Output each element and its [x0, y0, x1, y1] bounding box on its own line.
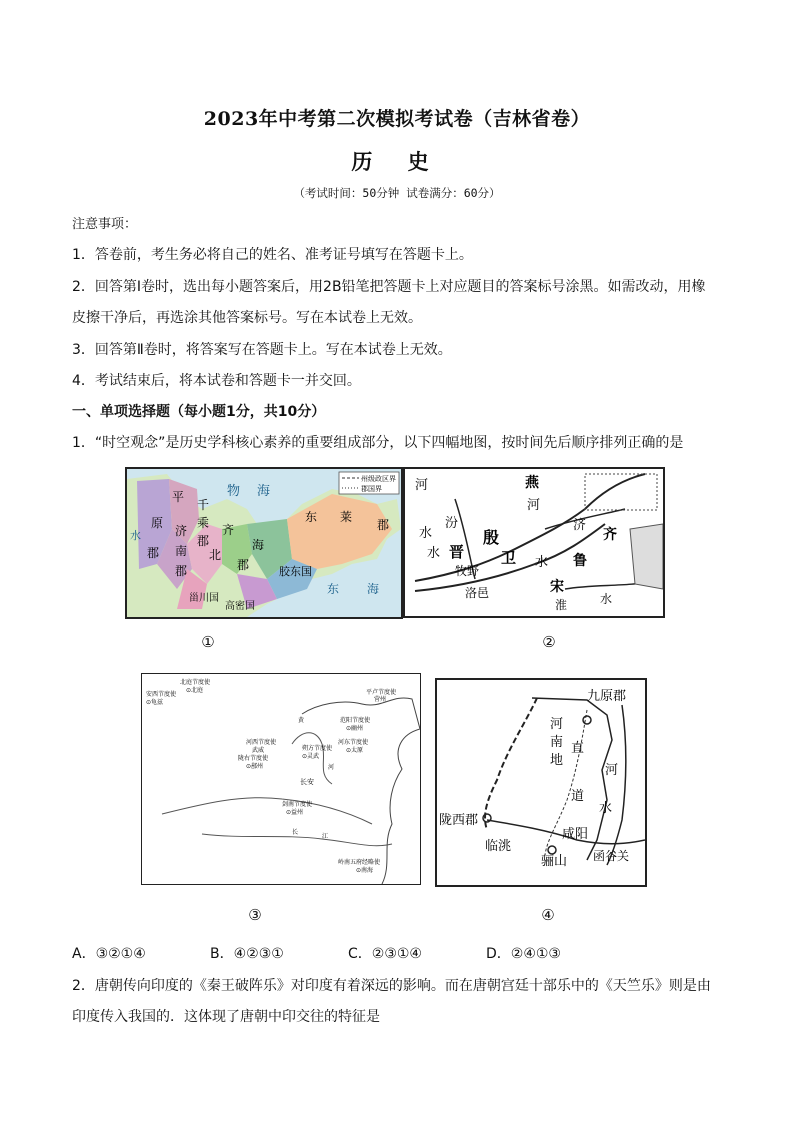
map-label: 海	[367, 582, 380, 596]
map-label: 陇西郡	[439, 813, 479, 828]
map-label: 千	[197, 498, 210, 512]
map-label: 黄	[298, 717, 305, 724]
section-heading: 一、单项选择题（每小题1分，共10分）	[72, 404, 326, 420]
map-label: 郡	[197, 534, 210, 548]
map-label: 燕	[525, 475, 539, 491]
map-label: 胶东国	[279, 565, 312, 578]
map-label: 洛邑	[465, 586, 490, 600]
map-label: 牧野	[455, 564, 480, 578]
note-item: 4．考试结束后，将本试卷和答题卡一并交回。	[72, 373, 361, 389]
map-label: 南	[550, 735, 564, 750]
map-label: 北庭节度使	[180, 679, 211, 686]
map-label: 长安	[300, 778, 314, 786]
map-label: 齐	[222, 523, 235, 537]
map-label: 道	[571, 789, 585, 804]
map-label: 地	[550, 753, 564, 768]
map-label: 齐	[603, 527, 617, 543]
map-label: 郡	[147, 546, 160, 560]
note-item: 3．回答第Ⅱ卷时，将答案写在答题卡上。写在本试卷上无效。	[72, 342, 452, 358]
notes-heading: 注意事项：	[72, 217, 138, 232]
map-label: 长	[292, 829, 299, 836]
map-label: 宋	[550, 579, 564, 595]
map-4-drawing	[437, 680, 645, 885]
map-label: ⊙鄯州	[246, 763, 264, 770]
map-2-label: ②	[542, 633, 556, 651]
map-label: 函谷关	[593, 849, 630, 863]
note-item: 1．答卷前，考生务必将自己的姓名、准考证号填写在答题卡上。	[72, 247, 473, 263]
note-item: 2．回答第Ⅰ卷时，选出每小题答案后，用2B铅笔把答题卡上对应题目的答案标号涂黑。如需改动，用橡	[72, 279, 706, 295]
option-b[interactable]: B．④②③①	[210, 946, 284, 962]
map-label: 临洮	[485, 839, 512, 854]
map-label: 晋	[449, 543, 465, 561]
legend-label: 郡国界	[361, 485, 382, 493]
map-label: 河西节度使	[246, 739, 277, 746]
map-label: 郡	[175, 564, 188, 578]
map-label: 河	[415, 478, 429, 493]
map-label: ⊙益州	[286, 809, 304, 816]
map-label: 水	[427, 546, 441, 561]
note-item: 皮擦干净后，再选涂其他答案标号。写在本试卷上无效。	[72, 310, 422, 326]
map-label: 水	[419, 526, 433, 541]
map-label: 南	[175, 544, 188, 558]
option-a[interactable]: A．③②①④	[72, 946, 146, 962]
map-label: 淮	[555, 598, 568, 612]
map-label: 咸阳	[562, 827, 589, 842]
map-1-label: ①	[201, 633, 215, 651]
map-3-drawing	[142, 674, 420, 884]
map-label: 鲁	[573, 553, 587, 569]
map-label: 郡	[237, 558, 250, 572]
page-title: 2023年中考第二次模拟考试卷（吉林省卷）	[203, 108, 591, 130]
map-label: 骊山	[541, 854, 568, 869]
map-label: 甾川国	[189, 593, 219, 604]
map-label: 九原郡	[587, 689, 627, 704]
map-label: 朔方节度使	[302, 745, 333, 752]
map-label: ⊙南海	[356, 867, 374, 874]
subject-title: 历 史	[351, 149, 443, 174]
map-1-han-commanderies	[125, 467, 403, 619]
map-label: 江	[322, 833, 329, 840]
map-label: 范阳节度使	[340, 717, 371, 724]
question-2-text-cont: 印度传入我国的．这体现了唐朝中印交往的特征是	[72, 1009, 380, 1025]
map-label: 殷	[483, 528, 500, 547]
map-label: 河东节度使	[338, 739, 369, 746]
map-label: 济	[573, 518, 587, 533]
map-label: 营州	[374, 696, 387, 703]
map-label: 平卢节度使	[366, 689, 397, 696]
map-label: 乘	[197, 516, 210, 530]
map-label: ⊙太原	[346, 747, 364, 754]
map-label: 陇右节度使	[238, 755, 269, 762]
map-label: 安西节度使	[146, 691, 177, 698]
map-label: 直	[571, 741, 585, 756]
question-1-options	[72, 943, 672, 963]
map-4-label: ④	[541, 906, 555, 924]
map-label: 北	[209, 548, 222, 562]
map-label: 剑南节度使	[282, 801, 313, 808]
map-label: 河	[527, 498, 541, 513]
map-label: ⊙北庭	[186, 687, 204, 694]
map-label: 武威	[252, 747, 265, 754]
map-2-drawing	[405, 469, 663, 616]
map-label: 济	[175, 524, 188, 538]
map-3-label: ③	[248, 906, 262, 924]
option-d[interactable]: D．②④①③	[486, 946, 561, 962]
map-label: 原	[151, 516, 164, 530]
map-3-tang-jiedushi	[141, 673, 421, 885]
map-label: 郡	[377, 518, 390, 532]
map-label: 平	[172, 490, 185, 504]
map-label: 高密国	[225, 601, 255, 612]
map-label: 汾	[445, 516, 459, 531]
map-label: 物	[227, 484, 241, 499]
map-label: 水	[535, 555, 549, 570]
question-1-text: 1．“时空观念”是历史学科核心素养的重要组成部分，以下四幅地图，按时间先后顺序排列正确的是	[72, 435, 684, 451]
map-label: 莱	[340, 510, 353, 524]
map-label: 岭南五府经略使	[338, 859, 381, 866]
map-4-qin-straight-road	[435, 678, 647, 887]
map-label: ⊙龟兹	[146, 699, 164, 706]
map-label: 河	[550, 717, 564, 732]
map-label: 水	[600, 592, 613, 606]
exam-info: （考试时间：50分钟 试卷满分：60分）	[293, 186, 501, 200]
map-2-western-zhou	[403, 467, 665, 618]
map-label: 东	[305, 510, 318, 524]
map-label: 卫	[501, 549, 517, 567]
map-label: 海	[252, 538, 265, 552]
question-2-text: 2．唐朝传向印度的《秦王破阵乐》对印度有着深远的影响。而在唐朝宫廷十部乐中的《天竺乐》则是由	[72, 978, 711, 994]
map-label: 水	[599, 801, 613, 816]
map-label: 东	[327, 582, 340, 596]
map-label: 河	[328, 764, 335, 771]
map-label: 河	[605, 763, 619, 778]
map-label: ⊙灵武	[302, 753, 320, 760]
map-1-drawing	[127, 469, 401, 617]
map-label: ⊙幽州	[346, 725, 364, 732]
legend-label: 州级政区界	[361, 475, 396, 483]
option-c[interactable]: C．②③①④	[348, 946, 422, 962]
map-label: 海	[257, 484, 271, 499]
map-label: 水	[130, 529, 141, 542]
